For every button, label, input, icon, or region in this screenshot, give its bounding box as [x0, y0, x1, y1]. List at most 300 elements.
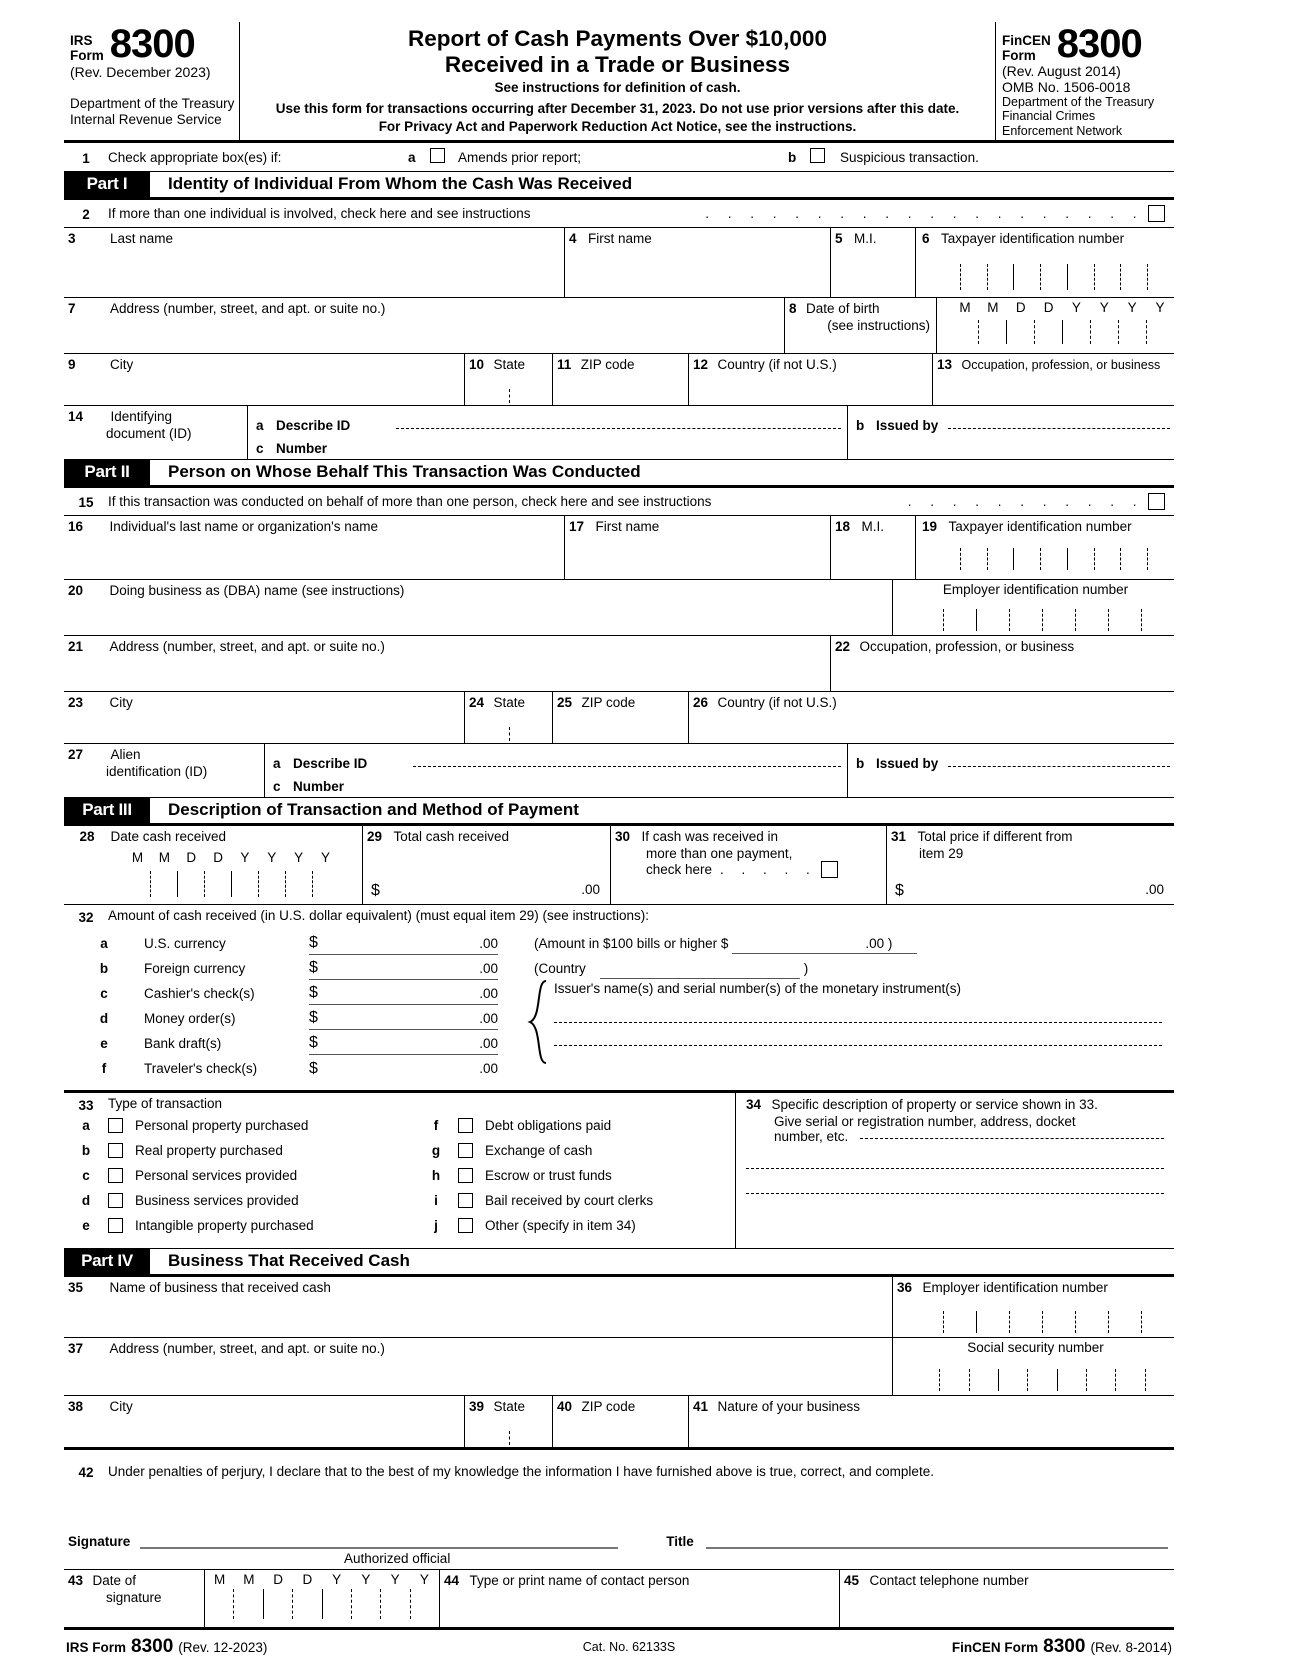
- part-1-title: Identity of Individual From Whom the Cash Was Received: [168, 174, 633, 194]
- line-14a-label: Describe ID: [276, 418, 351, 434]
- line-36-number: 36: [897, 1280, 913, 1296]
- line-4-first-name-field[interactable]: [564, 228, 830, 297]
- line-32b-cents: .00: [479, 960, 498, 976]
- line-33-and-34-row: [64, 1090, 1174, 1248]
- line-29-cents: .00: [581, 882, 600, 898]
- line-41-label: Nature of your business: [717, 1399, 861, 1415]
- line-34-label-1: Specific description of property or service shown in 33.: [771, 1097, 1098, 1113]
- irs-form-number: 8300: [109, 22, 195, 66]
- line-37-address-field[interactable]: [64, 1338, 892, 1395]
- line-6-tin-field[interactable]: [915, 228, 1174, 297]
- line-30-leader: . . . . .: [720, 862, 817, 878]
- line-19-label: Taxpayer identification number: [948, 519, 1132, 535]
- part-4-banner: [64, 1248, 1174, 1277]
- dob-grid-part1[interactable]: [951, 320, 1174, 344]
- line-22-occupation-field[interactable]: [830, 636, 1174, 691]
- line-34-label-2: Give serial or registration number, address, docket: [774, 1114, 1076, 1130]
- state-divider: [509, 1431, 510, 1445]
- irs-label-line2: Form: [70, 47, 104, 63]
- ein-part2-label: Employer identification number: [942, 582, 1129, 598]
- line-33i-checkbox[interactable]: [458, 1193, 473, 1208]
- line-33h-checkbox[interactable]: [458, 1168, 473, 1183]
- line-23-number: 23: [68, 695, 84, 711]
- part-1-label: Part I: [64, 172, 150, 197]
- line-16-number: 16: [68, 519, 84, 535]
- line-29-dollar-sign: $: [371, 882, 380, 900]
- checkbox-glyph: [430, 148, 445, 163]
- line-43-date-label-cell: [64, 1570, 204, 1627]
- state-divider: [509, 389, 510, 403]
- line-32e-letter: e: [100, 1036, 108, 1052]
- line-14-describe-number-cell: [247, 406, 847, 459]
- line-14c-letter: c: [256, 441, 264, 457]
- line-33j-option[interactable]: [414, 1213, 735, 1238]
- line-15-number: 15: [78, 495, 94, 511]
- part-3-title: Description of Transaction and Method of Payment: [168, 800, 579, 820]
- date-header-cell: Y: [1155, 300, 1165, 316]
- line-30-label-2: more than one payment,: [646, 846, 793, 862]
- line-29-number: 29: [367, 829, 383, 845]
- line-33b-checkbox[interactable]: [108, 1143, 123, 1158]
- privacy-act-note: For Privacy Act and Paperwork Reduction Act Notice, see the instructions.: [378, 119, 857, 135]
- line-43-date-grid[interactable]: [205, 1589, 439, 1619]
- line-32d-label: Money order(s): [144, 1011, 236, 1027]
- irs-identity-block: [64, 22, 239, 140]
- date-header-cell: Y: [390, 1572, 400, 1588]
- line-25-zip-field[interactable]: [552, 692, 688, 743]
- line-28-label: Date cash received: [110, 829, 227, 845]
- line-4-label: First name: [587, 231, 652, 247]
- line-32a-row[interactable]: [64, 931, 534, 956]
- line-1-label: Check appropriate box(es) if:: [108, 149, 282, 165]
- signature-input[interactable]: [140, 1529, 618, 1549]
- form-title-block: [239, 22, 996, 140]
- line-36-ein-field[interactable]: [892, 1277, 1174, 1337]
- country-input[interactable]: [600, 959, 800, 979]
- line-10-state-field[interactable]: [464, 354, 552, 405]
- treasury-line-2: Internal Revenue Service: [70, 111, 222, 127]
- line-9-city-field[interactable]: [64, 354, 464, 405]
- line-33i-option[interactable]: [414, 1188, 735, 1213]
- line-2-row: [64, 200, 1174, 227]
- part-2-banner: [64, 459, 1174, 488]
- ein-grid-part4[interactable]: [911, 1311, 1174, 1333]
- line-43-date-grid-cell[interactable]: [204, 1570, 439, 1627]
- line-33h-letter: h: [431, 1168, 441, 1184]
- line-4-number: 4: [569, 231, 577, 247]
- suspicious-transaction-checkbox[interactable]: [810, 148, 840, 166]
- line-35-business-name-field[interactable]: [64, 1277, 892, 1337]
- line-33d-checkbox[interactable]: [108, 1193, 123, 1208]
- line-17-first-name-field[interactable]: [564, 516, 830, 579]
- line-14-number: 14: [68, 409, 84, 425]
- issuer-names-label: Issuer's name(s) and serial number(s) of the monetary instrument(s): [554, 981, 961, 997]
- line-30-checkbox[interactable]: [821, 861, 838, 878]
- line-17-label: First name: [595, 519, 660, 535]
- line-32d-row[interactable]: [64, 1006, 534, 1031]
- line-39-label: State: [493, 1399, 526, 1415]
- line-14a-letter: a: [256, 418, 264, 434]
- line-6-label: Taxpayer identification number: [940, 231, 1125, 247]
- line-28-date-grid[interactable]: [124, 871, 339, 897]
- fincen-label-line1: FinCEN: [1002, 33, 1051, 49]
- part-2-label: Part II: [64, 460, 150, 485]
- line-34-number: 34: [746, 1097, 762, 1113]
- ssn-field[interactable]: [892, 1338, 1174, 1395]
- fincen-identity-block: [996, 22, 1174, 140]
- line-32a-label: U.S. currency: [144, 936, 226, 952]
- line-27-describe-number-cell: [264, 744, 847, 797]
- line-27-label-line1: Alien: [110, 747, 141, 763]
- footer-irs-form-number: 8300: [131, 1636, 174, 1658]
- line-20-dba-field[interactable]: [64, 580, 892, 635]
- line-13-label: Occupation, profession, or business: [961, 358, 1161, 373]
- line-30-multiple-payments: [610, 826, 886, 904]
- signature-label: Signature: [68, 1534, 131, 1550]
- line-44-label: Type or print name of contact person: [469, 1573, 690, 1589]
- date-header-cell: Y: [267, 850, 277, 866]
- amount-100-bills-row[interactable]: [534, 931, 1174, 956]
- part-4-label: Part IV: [64, 1249, 150, 1274]
- line-33e-label: Intangible property purchased: [135, 1218, 314, 1234]
- line-28-date-headers: [124, 850, 339, 865]
- line-18-label: M.I.: [861, 519, 884, 535]
- line-32f-dollar: $: [309, 1059, 318, 1077]
- line-27a-label: Describe ID: [293, 756, 368, 772]
- line-37-number: 37: [68, 1341, 84, 1357]
- line-39-number: 39: [469, 1399, 485, 1415]
- line-33b-option[interactable]: [64, 1138, 414, 1163]
- line-2-leader: . . . . . . . . . . . . . . . . . . . .: [705, 206, 1144, 222]
- line-11-zip-field[interactable]: [552, 354, 688, 405]
- line-33f-checkbox[interactable]: [458, 1118, 473, 1133]
- line-27-label-cell: [64, 744, 264, 797]
- line-41-nature-of-business-field[interactable]: [688, 1396, 1174, 1447]
- line-33d-letter: d: [81, 1193, 91, 1209]
- tin-grid-part1[interactable]: [934, 264, 1174, 290]
- date-header-cell: M: [158, 850, 170, 866]
- line-30-label-1: If cash was received in: [641, 829, 779, 845]
- line-32b-letter: b: [99, 961, 109, 977]
- checkbox-glyph: [810, 148, 825, 163]
- line-28-date-cash-received[interactable]: [64, 826, 362, 904]
- line-27b-issued-by[interactable]: [848, 744, 1174, 771]
- line-43-label-2: signature: [106, 1590, 162, 1606]
- line-33b-letter: b: [81, 1143, 91, 1159]
- line-32e-dollar: $: [309, 1034, 318, 1052]
- line-33a-letter: a: [82, 1118, 90, 1134]
- line-36-label: Employer identification number: [922, 1280, 1108, 1296]
- line-33h-option[interactable]: [414, 1163, 735, 1188]
- ein-grid-part2[interactable]: [911, 609, 1174, 631]
- line-7-and-8-row: [64, 297, 1174, 353]
- line-33g-option[interactable]: [414, 1138, 735, 1163]
- line-27b-issued-by-cell: [847, 744, 1174, 797]
- line-14a-describe-id[interactable]: [248, 406, 847, 433]
- checkbox-glyph: [1148, 205, 1165, 222]
- line-26-number: 26: [693, 695, 709, 711]
- line-28-to-31-row: [64, 826, 1174, 904]
- line-14c-label: Number: [276, 441, 328, 457]
- line-3-last-name-field[interactable]: [64, 228, 564, 297]
- line-39-state-field[interactable]: [464, 1396, 552, 1447]
- line-14a-input-line[interactable]: [396, 428, 841, 429]
- line-12-label: Country (if not U.S.): [717, 357, 837, 373]
- form-title-line-1: Report of Cash Payments Over $10,000: [408, 26, 827, 51]
- line-15-checkbox[interactable]: [1148, 490, 1174, 513]
- line-27a-describe-id[interactable]: [265, 744, 847, 771]
- line-5-number: 5: [835, 231, 843, 247]
- line-23-label: City: [109, 695, 133, 711]
- line-9-to-13-row: [64, 353, 1174, 405]
- line-32b-row[interactable]: [64, 956, 534, 981]
- line-33c-checkbox[interactable]: [108, 1168, 123, 1183]
- line-32d-dollar: $: [309, 1009, 318, 1027]
- line-24-state-field[interactable]: [464, 692, 552, 743]
- foreign-country-row[interactable]: [534, 956, 1174, 981]
- line-13-occupation-field[interactable]: [932, 354, 1174, 405]
- fincen-form-number: 8300: [1056, 22, 1142, 66]
- date-header-cell: Y: [332, 1572, 342, 1588]
- form-subtitle: See instructions for definition of cash.: [494, 80, 741, 96]
- date-header-cell: Y: [294, 850, 304, 866]
- fincen-dept-line-1: Department of the Treasury: [1002, 94, 1155, 109]
- issuer-line-2[interactable]: [554, 1045, 1162, 1046]
- line-35-number: 35: [68, 1280, 84, 1296]
- line-7-address-field[interactable]: [64, 298, 784, 353]
- footer-left: [64, 1636, 484, 1658]
- amount-100-bills-cents: .00 ): [865, 936, 893, 952]
- ein-part2-field[interactable]: [892, 580, 1174, 635]
- line-33g-letter: g: [431, 1143, 441, 1159]
- checkbox-glyph: [1148, 493, 1165, 510]
- line-32b-dollar: $: [309, 959, 318, 977]
- line-27a-letter: a: [273, 756, 281, 772]
- line-3-label: Last name: [109, 231, 174, 247]
- line-32c-letter: c: [100, 986, 108, 1002]
- line-2-number: 2: [82, 207, 90, 223]
- line-8-number: 8: [789, 301, 797, 317]
- line-25-number: 25: [557, 695, 573, 711]
- line-32-block: [64, 904, 1174, 1090]
- line-12-number: 12: [693, 357, 709, 373]
- line-19-tin-field[interactable]: [915, 516, 1174, 579]
- line-29-total-cash-received[interactable]: [362, 826, 610, 904]
- line-18-mi-field[interactable]: [830, 516, 915, 579]
- line-14b-label: Issued by: [876, 418, 939, 434]
- line-2-checkbox[interactable]: [1148, 202, 1174, 225]
- authorized-official-caption: Authorized official: [344, 1551, 451, 1567]
- footer-right: [774, 1636, 1174, 1658]
- line-33a-option[interactable]: [64, 1113, 414, 1138]
- line-33-label: Type of transaction: [108, 1096, 223, 1112]
- line-31-total-price[interactable]: [886, 826, 1174, 904]
- line-2-label: If more than one individual is involved, check here and see instructions: [108, 206, 531, 222]
- line-6-number: 6: [922, 231, 930, 247]
- line-7-number: 7: [68, 301, 76, 317]
- line-27b-letter: b: [856, 756, 865, 772]
- line-21-number: 21: [68, 639, 84, 655]
- line-28-number: 28: [79, 829, 95, 845]
- form-masthead: [64, 22, 1174, 143]
- line-32a-letter: a: [100, 936, 108, 952]
- line-1b-label: Suspicious transaction.: [840, 149, 979, 165]
- irs-revision-date: (Rev. December 2023): [70, 63, 211, 80]
- line-27-number: 27: [68, 747, 84, 763]
- line-33c-label: Personal services provided: [135, 1168, 298, 1184]
- line-34-input-line-3[interactable]: [746, 1193, 1164, 1194]
- line-15-label: If this transaction was conducted on behalf of more than one person, check here and see instructions: [108, 494, 712, 510]
- line-33j-checkbox[interactable]: [458, 1218, 473, 1233]
- line-37-row: [64, 1337, 1174, 1395]
- date-header-cell: Y: [1127, 300, 1137, 316]
- line-30-number: 30: [615, 829, 631, 845]
- line-14c-number[interactable]: [248, 433, 847, 458]
- line-10-number: 10: [469, 357, 485, 373]
- line-33b-label: Real property purchased: [135, 1143, 283, 1159]
- line-18-number: 18: [835, 519, 851, 535]
- line-32c-label: Cashier's check(s): [144, 986, 255, 1002]
- line-38-city-field[interactable]: [64, 1396, 464, 1447]
- country-label: (Country: [534, 961, 586, 977]
- line-3-number: 3: [68, 231, 76, 247]
- line-26-label: Country (if not U.S.): [717, 695, 837, 711]
- omb-number: OMB No. 1506-0018: [1002, 78, 1131, 95]
- line-27b-input-line[interactable]: [948, 766, 1170, 767]
- line-31-label-1: Total price if different from: [917, 829, 1073, 845]
- line-32-header: [64, 905, 1174, 925]
- footer-fincen-form-number: 8300: [1043, 1636, 1086, 1658]
- fincen-dept-line-2: Financial Crimes: [1002, 109, 1096, 124]
- date-header-cell: D: [186, 850, 197, 866]
- line-21-label: Address (number, street, and apt. or suite no.): [109, 639, 385, 655]
- line-14b-input-line[interactable]: [948, 428, 1170, 429]
- line-9-number: 9: [68, 357, 76, 373]
- line-21-address-field[interactable]: [64, 636, 830, 691]
- brace-icon: [526, 979, 552, 1065]
- line-33f-label: Debt obligations paid: [485, 1118, 612, 1134]
- part-1-banner: [64, 171, 1174, 200]
- line-16-name-field[interactable]: [64, 516, 564, 579]
- line-40-zip-field[interactable]: [552, 1396, 688, 1447]
- line-10-label: State: [493, 357, 526, 373]
- line-45-phone-field[interactable]: [839, 1570, 1174, 1627]
- line-22-label: Occupation, profession, or business: [859, 639, 1075, 655]
- line-33j-letter: j: [434, 1218, 438, 1234]
- line-14-label-line1: Identifying: [110, 409, 172, 425]
- line-24-number: 24: [469, 695, 485, 711]
- date-header-cell: Y: [361, 1572, 371, 1588]
- line-11-number: 11: [557, 357, 572, 373]
- line-26-country-field[interactable]: [688, 692, 1174, 743]
- line-32a-dollar: $: [309, 934, 318, 952]
- line-27a-input-line[interactable]: [413, 766, 841, 767]
- line-34-description[interactable]: [735, 1093, 1174, 1248]
- state-divider: [509, 727, 510, 741]
- line-33e-checkbox[interactable]: [108, 1218, 123, 1233]
- line-23-city-field[interactable]: [64, 692, 464, 743]
- line-33-number: 33: [78, 1098, 94, 1114]
- line-32c-row[interactable]: [64, 981, 534, 1006]
- line-12-country-field[interactable]: [688, 354, 932, 405]
- part-3-label: Part III: [64, 798, 150, 823]
- line-8-dob-label-cell: [784, 298, 936, 353]
- line-34-input-line-1[interactable]: [860, 1138, 1164, 1139]
- amount-100-bills-label: (Amount in $100 bills or higher $: [534, 936, 729, 952]
- line-38-number: 38: [68, 1399, 84, 1415]
- line-33e-option[interactable]: [64, 1213, 414, 1238]
- line-32f-row[interactable]: [64, 1056, 534, 1081]
- ssn-grid[interactable]: [911, 1369, 1174, 1391]
- line-13-number: 13: [937, 357, 953, 373]
- line-32e-label: Bank draft(s): [144, 1036, 222, 1052]
- line-29-label: Total cash received: [393, 829, 510, 845]
- line-33g-label: Exchange of cash: [485, 1143, 593, 1159]
- line-33e-letter: e: [82, 1218, 90, 1234]
- line-42-label: Under penalties of perjury, I declare that to the best of my knowledge the information I have furnished above is true, correct, and complete.: [108, 1464, 934, 1480]
- line-41-number: 41: [693, 1399, 709, 1415]
- line-8-dob-grid-cell[interactable]: [936, 298, 1174, 353]
- footer-fincen-form-pre: FinCEN Form: [951, 1640, 1039, 1656]
- line-33a-checkbox[interactable]: [108, 1118, 123, 1133]
- issuer-line-1[interactable]: [554, 1022, 1162, 1023]
- country-paren: ): [803, 961, 809, 977]
- line-27-label-line2: identification (ID): [106, 764, 208, 780]
- date-header-cell: Y: [321, 850, 331, 866]
- line-31-number: 31: [891, 829, 907, 845]
- line-33i-label: Bail received by court clerks: [485, 1193, 654, 1209]
- fincen-dept-line-3: Enforcement Network: [1002, 123, 1123, 138]
- date-header-cell: D: [302, 1572, 313, 1588]
- line-23-to-26-row: [64, 691, 1174, 743]
- line-33-type-of-transaction: [64, 1093, 735, 1248]
- title-input[interactable]: [706, 1529, 1168, 1549]
- date-header-cell: D: [213, 850, 223, 866]
- line-33g-checkbox[interactable]: [458, 1143, 473, 1158]
- line-34-input-line-2[interactable]: [746, 1168, 1164, 1169]
- line-33i-letter: i: [434, 1193, 438, 1209]
- footer-center: [484, 1638, 774, 1656]
- line-8-label: Date of birth: [805, 301, 880, 317]
- amends-prior-report-checkbox[interactable]: [430, 148, 458, 166]
- line-43-number: 43: [68, 1573, 84, 1589]
- line-20-label: Doing business as (DBA) name (see instructions): [109, 583, 405, 599]
- line-33d-option[interactable]: [64, 1188, 414, 1213]
- tin-grid-part2[interactable]: [934, 548, 1174, 570]
- line-44-number: 44: [444, 1573, 460, 1589]
- line-8-sublabel: (see instructions): [827, 318, 930, 334]
- footer-irs-form-pre: IRS Form: [66, 1640, 127, 1656]
- line-27c-number[interactable]: [265, 771, 847, 796]
- issuer-names-row: [534, 981, 1174, 1006]
- line-44-contact-name-field[interactable]: [439, 1570, 839, 1627]
- line-14b-issued-by[interactable]: [848, 406, 1174, 433]
- line-38-to-41-row: [64, 1395, 1174, 1447]
- line-33c-option[interactable]: [64, 1163, 414, 1188]
- line-17-number: 17: [569, 519, 585, 535]
- line-32b-label: Foreign currency: [144, 961, 246, 977]
- line-32a-cents: .00: [479, 935, 498, 951]
- line-43-date-headers: [205, 1572, 439, 1587]
- line-5-mi-field[interactable]: [830, 228, 915, 297]
- line-27b-label: Issued by: [876, 756, 939, 772]
- line-32e-row[interactable]: [64, 1031, 534, 1056]
- part-3-banner: [64, 797, 1174, 826]
- line-34-label-3: number, etc.: [774, 1129, 849, 1145]
- line-33f-option[interactable]: [414, 1113, 735, 1138]
- signature-block: [64, 1493, 1174, 1569]
- line-25-label: ZIP code: [581, 695, 636, 711]
